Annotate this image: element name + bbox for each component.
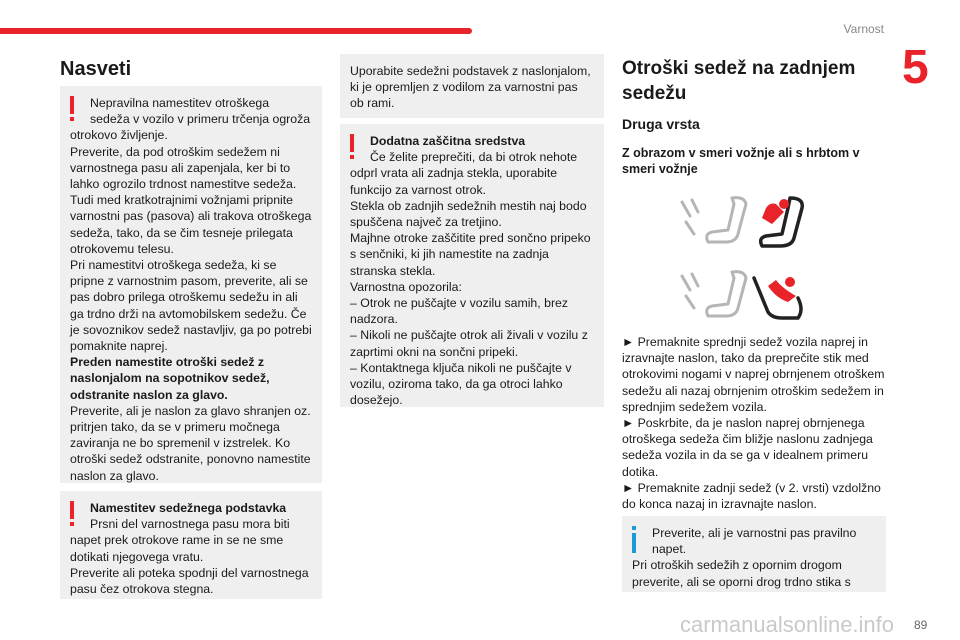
- subsection-title: Druga vrsta: [622, 116, 700, 132]
- box-text: – Otrok ne puščajte v vozilu samih, brez nadzora.: [350, 296, 569, 327]
- step-text: ► Premaknite sprednji sedež vozila naprej in izravnajte naslon, tako da preprečite stik med otrokovimi nogami v naprej obrnjenem otroškem sedežu ali nazaj obrnjenim otroškim sedežem in sprednjim sedežem vozila.: [622, 335, 885, 414]
- box-text: Pri namestitvi otroškega sedeža, ki se pripne z varnostnim pasom, preverite, ali se pas dobro prilega otroškemu sedežu in ali ga trdno drži na avtomobilskem sedežu. Če je sovoznikov sedež nastavljiv, ga po potrebi pomaknite naprej.: [70, 258, 312, 354]
- box-heading: Dodatna zaščitna sredstva: [370, 134, 526, 148]
- box-text: Majhne otroke zaščitite pred sončno pripeko s senčniki, ki jih namestite na zadnja stranska stekla.: [350, 231, 591, 278]
- warning-icon: [348, 134, 356, 160]
- section-label: Varnost: [843, 22, 884, 36]
- box-text: napet prek otrokove rame in se ne sme dotikati njegovega vratu.: [70, 533, 284, 564]
- chapter-number: 5: [902, 41, 929, 94]
- box-text: Stekla ob zadnjih sedežnih mestih naj bodo spuščena največ za tretjino.: [350, 198, 587, 230]
- info-box-seatbelt: [622, 516, 886, 592]
- box-text: odprl vrata ali zadnja stekla, uporabite funkcijo za varnost otrok.: [350, 166, 558, 197]
- box-text: Če želite preprečiti, da bi otrok nehote: [370, 150, 578, 165]
- warning-box-child-seat: [60, 86, 322, 483]
- box-text: Pri otroških sedežih z opornim drogom preverite, ali se oporni drog trdno stika s: [632, 558, 851, 589]
- box-text: – Nikoli ne puščajte otrok ali živali v vozilu z zaprtimi okni na sončni pripeki.: [350, 328, 588, 359]
- subsection-heading: Z obrazom v smeri vožnje ali s hrbtom v smeri vožnje: [622, 146, 860, 176]
- page-number: 89: [914, 618, 928, 632]
- box-text: Tudi med kratkotrajnimi vožnjami pripnite varnostni pas (pasova) ali trakova otroškega sedeža, tako, da se čim tesneje prilegata otrokovemu telesu.: [70, 193, 312, 256]
- page-title: Nasveti: [60, 58, 132, 80]
- box-text: Preverite ali poteka spodnji del varnostnega pasu čez otrokova stegna.: [70, 565, 309, 597]
- warning-box-booster: [60, 491, 322, 599]
- box-text-bold: Preden namestite otroški sedež z naslonjalom na sopotnikov sedež, odstranite naslon za glavo.: [70, 355, 270, 402]
- top-accent-bar: [0, 28, 472, 34]
- box-text: – Kontaktnega ključa nikoli ne puščajte v vozilu, oziroma tako, da ga otroci lahko dosežejo.: [350, 360, 572, 408]
- warning-icon: [68, 96, 76, 122]
- warning-box-protection: [340, 124, 604, 407]
- front-facing-child-seat-icon: [672, 194, 812, 250]
- warning-icon: [68, 501, 76, 527]
- rear-facing-child-seat-icon: [672, 268, 812, 324]
- box-text: Prsni del varnostnega pasu mora biti: [90, 517, 290, 532]
- note-box-booster: [340, 54, 604, 118]
- info-icon: [630, 526, 638, 554]
- watermark: carmanualsonline.info: [680, 612, 895, 637]
- box-text: Preverite, ali je varnostni pas pravilno napet.: [652, 526, 857, 557]
- step-text: ► Premaknite zadnji sedež (v 2. vrsti) vzdolžno do konca nazaj in izravnajte naslon.: [622, 480, 881, 512]
- box-text: Uporabite sedežni podstavek z naslonjalom, ki je opremljen z vodilom za varnostni pas ob rami.: [350, 64, 591, 111]
- box-text: Varnostna opozorila:: [350, 279, 462, 294]
- instructions-block: [622, 334, 892, 512]
- box-text: Nepravilna namestitev otroškega sedeža v vozilo v primeru trčenja ogroža: [90, 96, 311, 127]
- box-heading: Namestitev sedežnega podstavka: [90, 501, 287, 515]
- box-text: Preverite, da pod otroškim sedežem ni varnostnega pasu ali zapenjala, ker bi to lahko ogrozilo trdnost namestitve sedeža.: [70, 144, 297, 192]
- section-title: Otroški sedež na zadnjem sedežu: [622, 58, 856, 104]
- step-text: ► Poskrbite, da je naslon naprej obrnjenega otroškega sedeža čim bližje naslonu zadnjega sedeža vozila in da se ga v idealnem primeru dotika.: [622, 416, 873, 479]
- box-text: otrokovo življenje.: [70, 128, 168, 143]
- box-text: Preverite, ali je naslon za glavo shranjen oz. pritrjen tako, da se v primeru močnega zaviranja ne bo spremenil v izstrelek. Ko otroški sedež odstranite, ponovno namestite naslon za glavo.: [70, 403, 311, 483]
